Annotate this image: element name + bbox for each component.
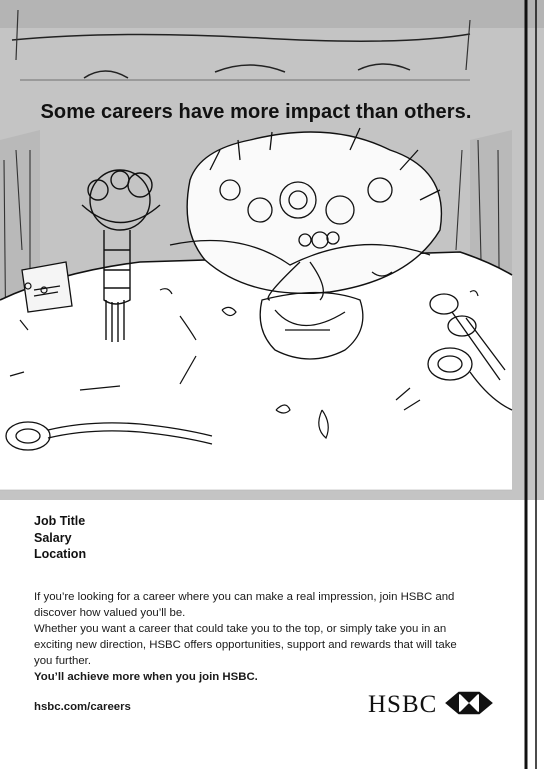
salary-label: Salary xyxy=(34,530,72,545)
intro-paragraph: If you’re looking for a career where you can make a real impression, join HSBC and discover how valued you’ll be. xyxy=(34,591,455,619)
job-title-label: Job Title xyxy=(34,514,86,528)
body-copy xyxy=(34,589,474,685)
brand-name: HSBC xyxy=(368,691,438,718)
page-edge-rails xyxy=(514,0,544,769)
job-details xyxy=(34,513,86,563)
headline: Some careers have more impact than others. xyxy=(40,101,472,123)
website-link[interactable]: hsbc.com/careers xyxy=(34,701,131,713)
hsbc-hexagon-icon xyxy=(445,691,493,720)
location-label: Location xyxy=(34,547,87,561)
tagline: You’ll achieve more when you join HSBC. xyxy=(34,671,258,683)
hsbc-logo xyxy=(368,685,493,725)
career-paragraph: Whether you want a career that could take you to the top, or simply take you in an exciting new direction, HSBC offers opportunities, support and rewards that will take you further. xyxy=(34,623,457,667)
